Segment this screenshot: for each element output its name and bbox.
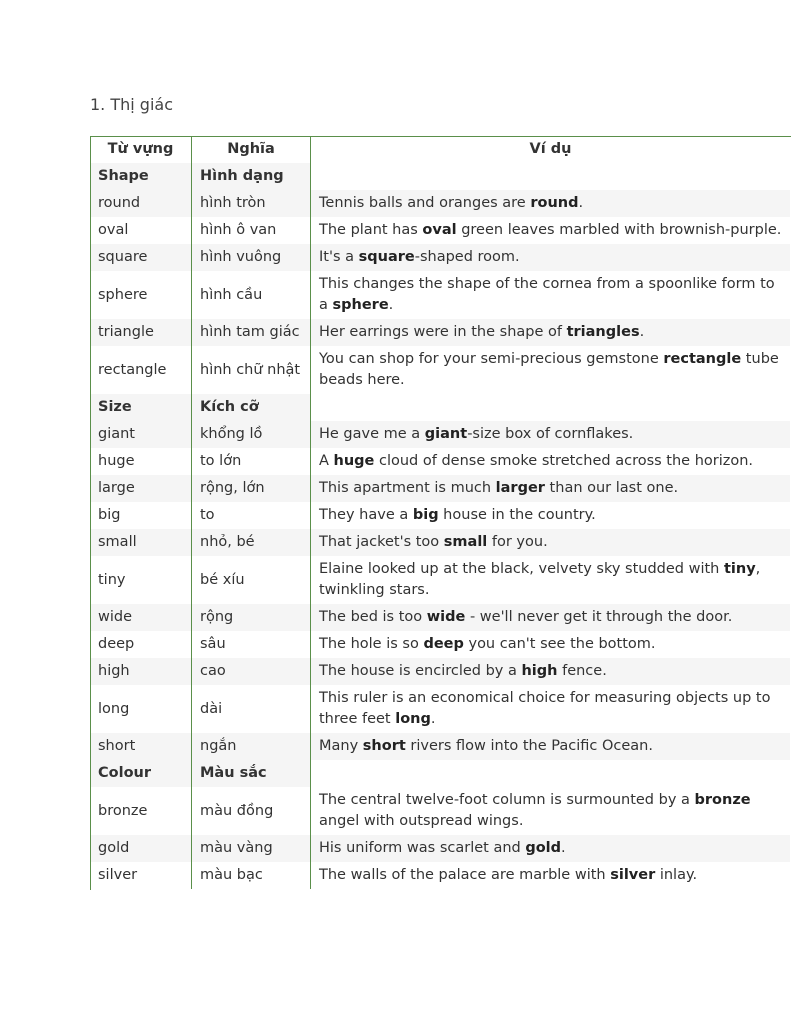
word-cell: tiny	[90, 556, 192, 604]
example-text: This changes the shape of the cornea from a spoonlike form to a	[319, 276, 775, 313]
word-cell: wide	[90, 604, 192, 631]
example-text: .	[388, 297, 394, 313]
example-text: tube beads here.	[319, 351, 779, 388]
table-row	[90, 685, 790, 733]
meaning-cell: sâu	[192, 631, 311, 658]
example-keyword: high	[521, 663, 558, 679]
meaning-cell: hình vuông	[192, 244, 311, 271]
table-row	[90, 604, 790, 631]
word-cell: long	[90, 685, 192, 733]
meaning-cell: ngắn	[192, 733, 311, 760]
example-text: The plant has	[319, 222, 423, 238]
meaning-cell: khổng lồ	[192, 421, 311, 448]
section-row	[90, 394, 790, 421]
word-cell: triangle	[90, 319, 192, 346]
example-text: You can shop for your semi-precious gemstone	[319, 351, 664, 367]
table-row	[90, 271, 790, 319]
example-cell	[311, 475, 791, 502]
table-row	[90, 631, 790, 658]
example-cell	[311, 502, 791, 529]
example-cell	[311, 319, 791, 346]
section-title: Colour	[90, 760, 192, 787]
example-text: His uniform was scarlet and	[319, 840, 526, 856]
example-text: rivers flow into the Pacific Ocean.	[405, 738, 653, 754]
example-cell	[311, 346, 791, 394]
header-example: Ví dụ	[311, 136, 791, 163]
section-example-empty	[311, 394, 791, 421]
example-keyword: giant	[424, 426, 468, 442]
section-title: Size	[90, 394, 192, 421]
section-title: Shape	[90, 163, 192, 190]
meaning-cell: bé xíu	[192, 556, 311, 604]
meaning-cell: dài	[192, 685, 311, 733]
example-text: -shaped room.	[414, 249, 520, 265]
section-example-empty	[311, 163, 791, 190]
table-body	[90, 163, 790, 889]
example-cell	[311, 835, 791, 862]
example-keyword: oval	[422, 222, 457, 238]
table-row	[90, 529, 790, 556]
example-text: - we'll never get it through the door.	[465, 609, 733, 625]
example-keyword: triangles	[566, 324, 640, 340]
example-cell	[311, 421, 791, 448]
word-cell: square	[90, 244, 192, 271]
example-text: .	[430, 711, 436, 727]
meaning-cell: nhỏ, bé	[192, 529, 311, 556]
meaning-cell: hình tam giác	[192, 319, 311, 346]
example-text: , twinkling stars.	[319, 561, 761, 598]
table-row	[90, 190, 790, 217]
example-text: The central twelve-foot column is surmounted by a	[319, 792, 695, 808]
example-text: The hole is so	[319, 636, 424, 652]
example-cell	[311, 658, 791, 685]
table-header-row	[90, 136, 790, 163]
header-meaning: Nghĩa	[192, 136, 311, 163]
section-row	[90, 163, 790, 190]
word-cell: sphere	[90, 271, 192, 319]
meaning-cell: hình ô van	[192, 217, 311, 244]
table-row	[90, 502, 790, 529]
meaning-cell: màu bạc	[192, 862, 311, 889]
example-text: The bed is too	[319, 609, 427, 625]
meaning-cell: hình chữ nhật	[192, 346, 311, 394]
meaning-cell: cao	[192, 658, 311, 685]
example-text: They have a	[319, 507, 413, 523]
example-text: for you.	[487, 534, 548, 550]
word-cell: round	[90, 190, 192, 217]
word-cell: large	[90, 475, 192, 502]
example-text: you can't see the bottom.	[463, 636, 656, 652]
meaning-cell: màu đồng	[192, 787, 311, 835]
example-cell	[311, 733, 791, 760]
table-row	[90, 733, 790, 760]
section-heading: 1. Thị giác	[90, 95, 173, 114]
example-text: This apartment is much	[319, 480, 496, 496]
table-row	[90, 862, 790, 889]
example-keyword: huge	[333, 453, 375, 469]
word-cell: deep	[90, 631, 192, 658]
example-text: A	[319, 453, 334, 469]
table-row	[90, 835, 790, 862]
section-example-empty	[311, 760, 791, 787]
header-word: Từ vựng	[107, 141, 174, 157]
example-text: -size box of cornflakes.	[467, 426, 634, 442]
table-row	[90, 787, 790, 835]
example-keyword: sphere	[332, 297, 389, 313]
example-text: .	[561, 840, 566, 856]
table-row	[90, 244, 790, 271]
example-keyword: rectangle	[663, 351, 742, 367]
example-cell	[311, 217, 791, 244]
example-cell	[311, 862, 791, 889]
meaning-cell: hình cầu	[192, 271, 311, 319]
word-cell: silver	[90, 862, 192, 889]
meaning-cell: hình tròn	[192, 190, 311, 217]
example-keyword: short	[362, 738, 406, 754]
example-cell	[311, 787, 791, 835]
example-cell	[311, 271, 791, 319]
table-row	[90, 658, 790, 685]
meaning-cell: màu vàng	[192, 835, 311, 862]
section-row	[90, 760, 790, 787]
example-text: Many	[319, 738, 363, 754]
meaning-cell: to lớn	[192, 448, 311, 475]
word-cell: big	[90, 502, 192, 529]
example-keyword: small	[443, 534, 488, 550]
example-text: inlay.	[655, 867, 698, 883]
example-keyword: gold	[525, 840, 562, 856]
example-text: house in the country.	[438, 507, 596, 523]
example-text: .	[578, 195, 584, 211]
example-keyword: silver	[610, 867, 656, 883]
example-text: The house is encircled by a	[319, 663, 522, 679]
example-cell	[311, 190, 791, 217]
word-cell: high	[90, 658, 192, 685]
word-cell: huge	[90, 448, 192, 475]
table-row	[90, 556, 790, 604]
vocabulary-table	[90, 136, 790, 889]
example-text: The walls of the palace are marble with	[319, 867, 611, 883]
example-text: than our last one.	[544, 480, 679, 496]
word-cell: oval	[90, 217, 192, 244]
section-title-vi: Màu sắc	[192, 760, 311, 787]
table-row	[90, 421, 790, 448]
word-cell: gold	[90, 835, 192, 862]
example-keyword: larger	[495, 480, 545, 496]
section-title-vi: Hình dạng	[192, 163, 311, 190]
example-keyword: square	[358, 249, 415, 265]
example-text: .	[639, 324, 645, 340]
word-cell: small	[90, 529, 192, 556]
table-row	[90, 217, 790, 244]
word-cell: short	[90, 733, 192, 760]
table-row	[90, 346, 790, 394]
example-keyword: deep	[423, 636, 464, 652]
example-keyword: tiny	[723, 561, 756, 577]
example-text: fence.	[557, 663, 607, 679]
example-text: Tennis balls and oranges are	[319, 195, 531, 211]
meaning-cell: rộng, lớn	[192, 475, 311, 502]
example-text: He gave me a	[319, 426, 425, 442]
example-cell	[311, 685, 791, 733]
example-cell	[311, 631, 791, 658]
example-keyword: long	[395, 711, 431, 727]
table-row	[90, 475, 790, 502]
example-text: Elaine looked up at the black, velvety sky studded with	[319, 561, 724, 577]
example-keyword: round	[530, 195, 579, 211]
word-cell: giant	[90, 421, 192, 448]
meaning-cell: rộng	[192, 604, 311, 631]
example-text: green leaves marbled with brownish-purple.	[456, 222, 782, 238]
table-row	[90, 448, 790, 475]
example-keyword: wide	[426, 609, 466, 625]
example-keyword: big	[412, 507, 439, 523]
table-row	[90, 319, 790, 346]
example-cell	[311, 556, 791, 604]
example-cell	[311, 604, 791, 631]
section-title-vi: Kích cỡ	[192, 394, 311, 421]
example-text: cloud of dense smoke stretched across the horizon.	[374, 453, 754, 469]
example-cell	[311, 244, 791, 271]
example-text: angel with outspread wings.	[319, 813, 524, 829]
example-text: That jacket's too	[319, 534, 444, 550]
example-cell	[311, 529, 791, 556]
example-cell	[311, 448, 791, 475]
example-text: Her earrings were in the shape of	[319, 324, 567, 340]
meaning-cell: to	[192, 502, 311, 529]
word-cell: rectangle	[90, 346, 192, 394]
word-cell: bronze	[90, 787, 192, 835]
example-keyword: bronze	[694, 792, 751, 808]
example-text: This ruler is an economical choice for measuring objects up to three feet	[319, 690, 771, 727]
example-text: It's a	[319, 249, 359, 265]
